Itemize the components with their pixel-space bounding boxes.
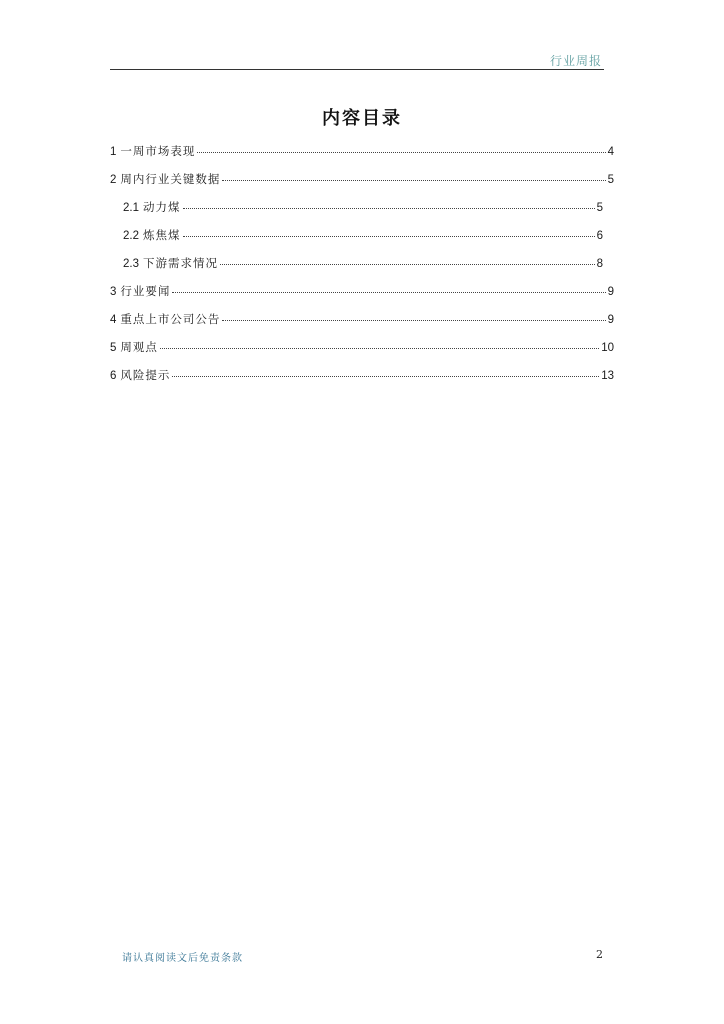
toc-entry-number: 2 (110, 174, 117, 186)
toc-entry-page: 8 (596, 258, 603, 270)
toc-entry-page: 6 (596, 230, 603, 242)
toc-entry-page: 10 (601, 342, 614, 354)
toc-entry-number: 3 (110, 286, 117, 298)
toc-entry-page: 5 (596, 202, 603, 214)
footer-page-number: 2 (596, 948, 603, 961)
toc-entry-page: 9 (607, 286, 614, 298)
toc-entry-1[interactable] (110, 143, 614, 171)
toc-entry-page: 9 (607, 314, 614, 326)
toc-leader-dots (160, 338, 599, 349)
toc-leader-dots (183, 198, 595, 209)
toc-entry-2-3[interactable] (110, 255, 614, 283)
toc-leader-dots (172, 366, 599, 377)
toc-entry-label: 周观点 (120, 340, 158, 354)
toc-entry-number: 2.2 (123, 230, 139, 242)
toc-entry-number: 2.1 (123, 202, 139, 214)
toc-leader-dots (197, 142, 605, 153)
toc-leader-dots (183, 226, 595, 237)
toc-list (110, 143, 614, 395)
toc-entry-label: 重点上市公司公告 (120, 312, 221, 326)
toc-entry-2-1[interactable] (110, 199, 614, 227)
toc-entry-label: 一周市场表现 (120, 144, 196, 158)
toc-entry-3[interactable] (110, 283, 614, 311)
toc-entry-page: 4 (607, 146, 614, 158)
toc-entry-label: 行业要闻 (120, 284, 171, 298)
toc-entry-page: 5 (607, 174, 614, 186)
toc-entry-6[interactable] (110, 367, 614, 395)
toc-leader-dots (172, 282, 605, 293)
header-label: 行业周报 (549, 54, 602, 68)
toc-entry-5[interactable] (110, 339, 614, 367)
toc-entry-number: 2.3 (123, 258, 139, 270)
toc-leader-dots (222, 170, 605, 181)
toc-entry-number: 4 (110, 314, 117, 326)
toc-entry-2[interactable] (110, 171, 614, 199)
toc-entry-number: 6 (110, 370, 117, 382)
header-divider (110, 69, 604, 70)
footer-disclaimer: 请认真阅读文后免责条款 (122, 953, 243, 964)
toc-entry-label: 动力煤 (143, 200, 181, 214)
toc-title: 内容目录 (322, 108, 402, 129)
toc-entry-number: 5 (110, 342, 117, 354)
toc-entry-number: 1 (110, 146, 117, 158)
toc-entry-label: 下游需求情况 (143, 256, 218, 270)
toc-entry-label: 风险提示 (120, 368, 171, 382)
toc-entry-page: 13 (601, 370, 614, 382)
toc-leader-dots (222, 310, 605, 321)
toc-entry-4[interactable] (110, 311, 614, 339)
toc-leader-dots (220, 254, 595, 265)
toc-entry-label: 周内行业关键数据 (120, 172, 221, 186)
toc-entry-2-2[interactable] (110, 227, 614, 255)
toc-entry-label: 炼焦煤 (143, 228, 181, 242)
